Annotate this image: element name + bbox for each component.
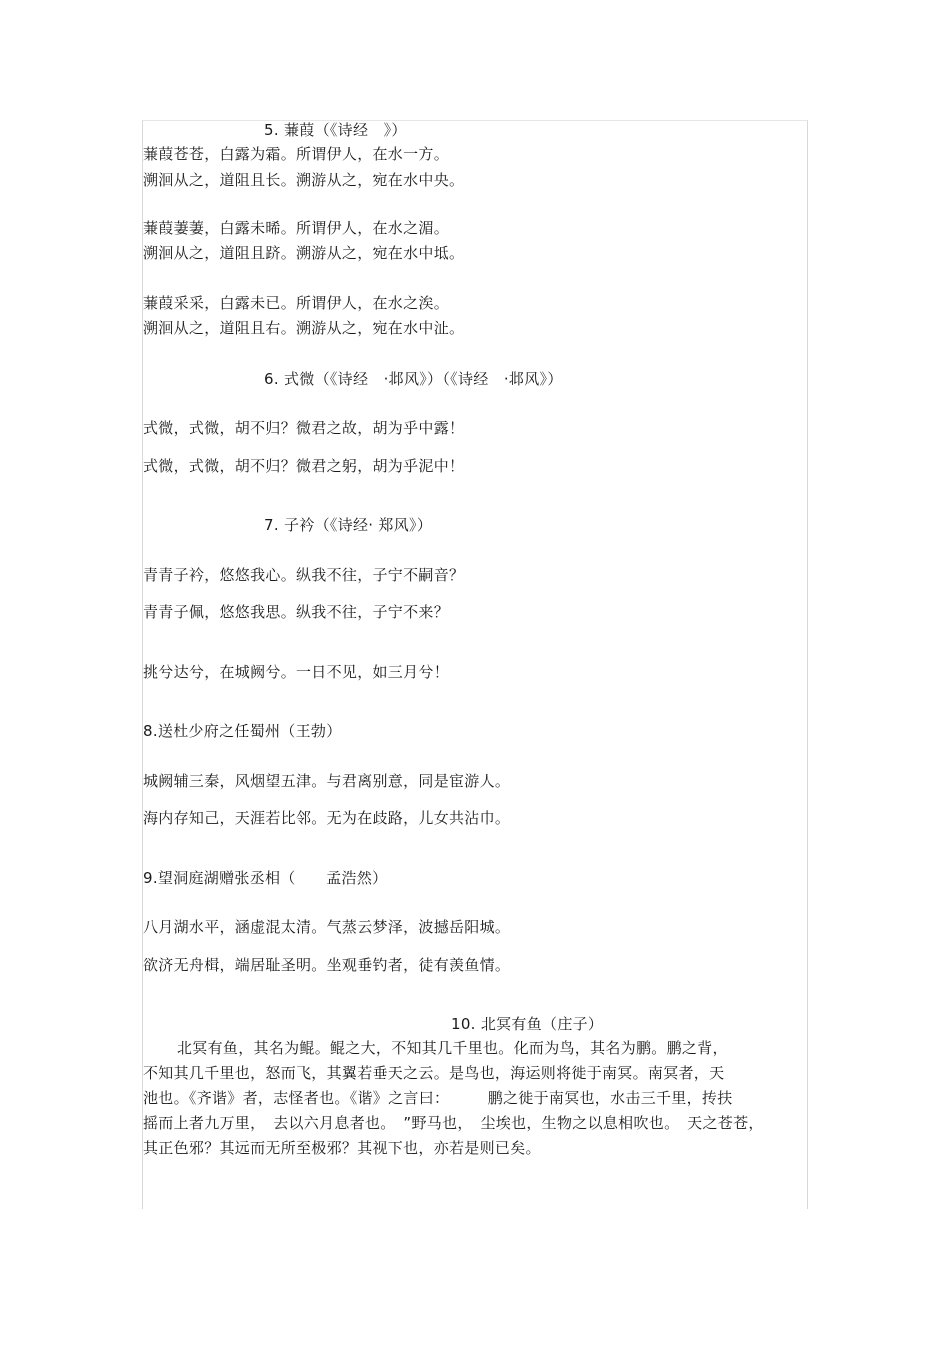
poem-5-line: 溯洄从之，道阻且长。溯游从之，宛在水中央。 [143,171,465,189]
poem-5-line: 蒹葭萋萋，白露未晞。所谓伊人，在水之湄。 [143,219,450,237]
poem-6-line: 式微，式微，胡不归？微君之故，胡为乎中露！ [143,419,465,437]
poem-9-title: 9.望洞庭湖赠张丞相（ 孟浩然） [143,869,388,887]
poem-8-line: 城阙辅三秦，风烟望五津。与君离别意，同是宦游人。 [143,772,511,790]
passage-10-line: 北冥有鱼，其名为鲲。鲲之大，不知其几千里也。化而为鸟，其名为鹏。鹏之背， [177,1039,728,1057]
poem-9-line: 八月湖水平，涵虚混太清。气蒸云梦泽，波撼岳阳城。 [143,918,511,936]
poem-8-line: 海内存知己，天涯若比邻。无为在歧路，儿女共沾巾。 [143,809,511,827]
poem-7-line: 挑兮达兮，在城阙兮。一日不见，如三月兮！ [143,663,450,681]
poem-7-line: 青青子佩，悠悠我思。纵我不往，子宁不来？ [143,603,450,621]
poem-5-line: 溯洄从之，道阻且右。溯游从之，宛在水中沚。 [143,319,465,337]
passage-10-title: 10. 北冥有鱼（庄子） [451,1015,604,1033]
poem-8-title: 8.送杜少府之任蜀州（王勃） [143,722,342,740]
poem-5-line: 蒹葭采采，白露未已。所谓伊人，在水之涘。 [143,294,450,312]
passage-10-line: 其正色邪？其远而无所至极邪？其视下也，亦若是则已矣。 [143,1139,541,1157]
poem-6-title: 6. 式微（《诗经 ·邶风》）（《诗经 ·邶风》） [264,370,563,388]
passage-10-line: 不知其几千里也，怒而飞，其翼若垂天之云。是鸟也，海运则将徙于南冥。南冥者，天 [143,1064,725,1082]
poem-7-line: 青青子衿，悠悠我心。纵我不往，子宁不嗣音？ [143,566,465,584]
passage-10-line: 池也。《齐谐》者，志怪者也。《谐》之言曰： 鹏之徙于南冥也，水击三千里，抟扶 [143,1089,733,1107]
poem-5-line: 蒹葭苍苍，白露为霜。所谓伊人，在水一方。 [143,145,450,163]
poem-7-title: 7. 子衿（《诗经· 郑风》） [264,516,433,534]
passage-10-line: 摇而上者九万里， 去以六月息者也。 ”野马也， 尘埃也，生物之以息相吹也。 天之苍苍， [143,1114,764,1132]
poem-6-line: 式微，式微，胡不归？微君之躬，胡为乎泥中！ [143,457,465,475]
poem-5-title: 5. 蒹葭（《诗经 》） [264,121,407,139]
poem-9-line: 欲济无舟楫，端居耻圣明。坐观垂钓者，徒有羡鱼情。 [143,956,511,974]
poem-5-line: 溯洄从之，道阻且跻。溯游从之，宛在水中坻。 [143,244,465,262]
